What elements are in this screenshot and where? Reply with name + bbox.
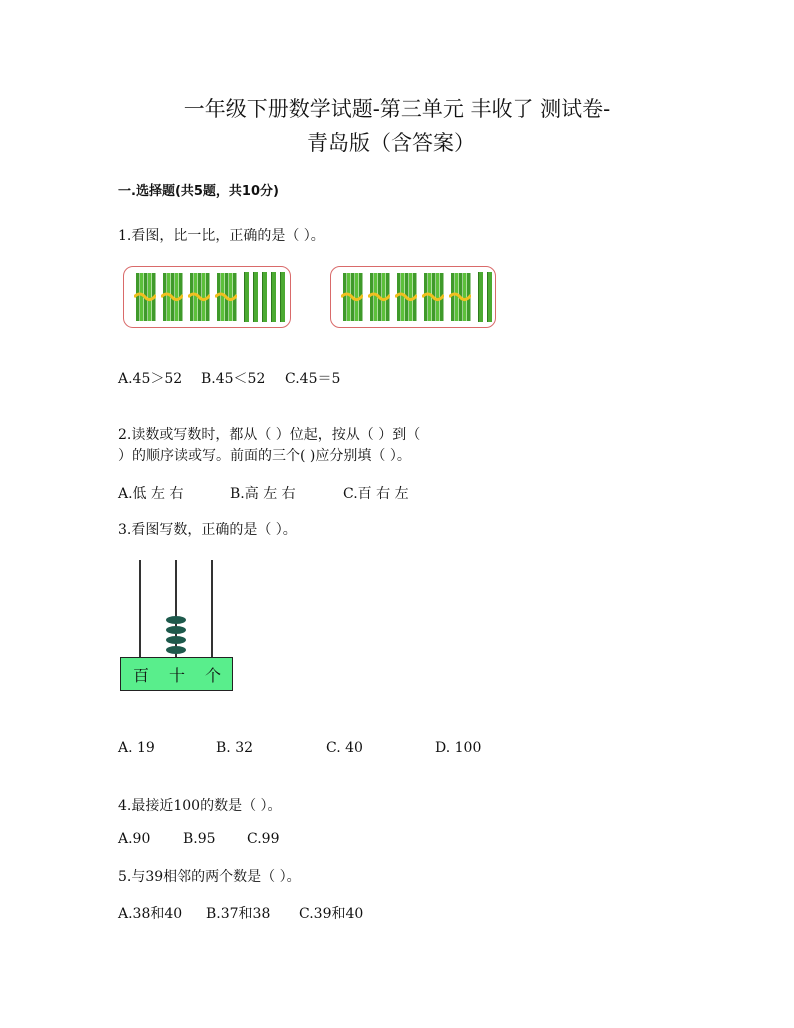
- question-2-text-line-1: 2.读数或写数时，都从（ ）位起，按从（ ）到（: [118, 427, 421, 443]
- abacus-bead: [166, 636, 186, 644]
- q1-figure-left-box: [123, 266, 291, 328]
- stick-bundle-icon: [395, 271, 417, 323]
- q5-option-a[interactable]: A.38和40: [118, 906, 183, 922]
- question-4-text: 4.最接近100的数是（ ）。: [118, 798, 282, 814]
- q3-option-c[interactable]: C. 40: [326, 740, 363, 756]
- single-stick: [487, 272, 492, 322]
- q2-option-b[interactable]: B.高 左 右: [230, 486, 296, 502]
- q1-option-a[interactable]: A.45＞52: [118, 371, 183, 387]
- q3-option-d[interactable]: D. 100: [435, 740, 482, 756]
- q5-option-b[interactable]: B.37和38: [206, 906, 271, 922]
- single-stick: [253, 272, 258, 322]
- place-label-tens: 十: [169, 666, 186, 685]
- abacus-bead: [166, 626, 186, 634]
- single-stick: [478, 272, 483, 322]
- q1-figure-right-box: [330, 266, 496, 328]
- abacus-bead: [166, 616, 186, 624]
- question-2-text-line-2: ）的顺序读或写。前面的三个( )应分别填（ ）。: [118, 448, 411, 464]
- abacus-bead: [166, 646, 186, 654]
- stick-bundle-icon: [368, 271, 390, 323]
- abacus-rod-ones: [211, 560, 213, 657]
- q2-option-a[interactable]: A.低 左 右: [118, 486, 184, 502]
- title-line-2: 青岛版（含答案）: [307, 131, 475, 155]
- question-1-text: 1.看图，比一比，正确的是（ ）。: [118, 228, 325, 244]
- q1-option-b[interactable]: B.45＜52: [201, 371, 266, 387]
- place-label-hundreds: 百: [133, 666, 150, 685]
- q2-option-c[interactable]: C.百 右 左: [343, 486, 409, 502]
- q4-option-b[interactable]: B.95: [183, 831, 216, 847]
- stick-bundle-icon: [449, 271, 471, 323]
- stick-bundle-icon: [134, 271, 156, 323]
- single-stick: [262, 272, 267, 322]
- stick-bundle-icon: [215, 271, 237, 323]
- q1-option-c[interactable]: C.45＝5: [285, 371, 341, 387]
- q4-option-a[interactable]: A.90: [118, 831, 151, 847]
- q3-option-b[interactable]: B. 32: [216, 740, 254, 756]
- single-stick: [271, 272, 276, 322]
- single-stick: [280, 272, 285, 322]
- single-stick: [244, 272, 249, 322]
- q5-option-c[interactable]: C.39和40: [299, 906, 364, 922]
- q4-option-c[interactable]: C.99: [247, 831, 280, 847]
- q3-option-a[interactable]: A. 19: [118, 740, 155, 756]
- stick-bundle-icon: [341, 271, 363, 323]
- abacus-rod-hundreds: [139, 560, 141, 657]
- place-value-box: [120, 657, 233, 691]
- section-heading: 一.选择题(共5题，共10分): [118, 184, 279, 199]
- question-5-text: 5.与39相邻的两个数是（ ）。: [118, 869, 301, 885]
- stick-bundle-icon: [422, 271, 444, 323]
- place-label-ones: 个: [205, 666, 222, 685]
- stick-bundle-icon: [161, 271, 183, 323]
- title-line-1: 一年级下册数学试题-第三单元 丰收了 测试卷-: [183, 97, 611, 121]
- stick-bundle-icon: [188, 271, 210, 323]
- question-3-text: 3.看图写数，正确的是（ ）。: [118, 522, 297, 538]
